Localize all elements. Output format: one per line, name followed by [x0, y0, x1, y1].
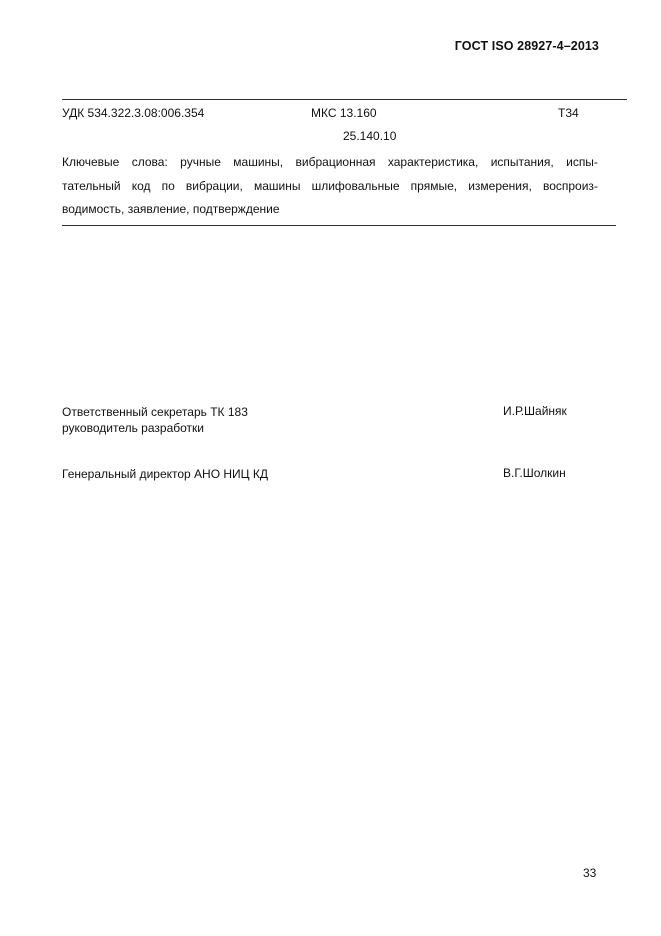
- keyword-word: код: [131, 178, 151, 193]
- signature-role: [62, 404, 248, 436]
- signature-name: В.Г.Шолкин: [503, 466, 566, 480]
- keyword-word: тательный: [62, 178, 121, 193]
- bottom-divider: [62, 225, 616, 226]
- signature-role-line: руководитель разработки: [62, 421, 204, 435]
- keywords-line-1: [62, 151, 598, 175]
- keyword-word: воспроиз-: [542, 178, 598, 193]
- keywords-line-2: [62, 175, 598, 199]
- keyword-word: испытания,: [490, 155, 554, 169]
- udk-code: УДК 534.322.3.08:006.354: [62, 106, 205, 120]
- signature-role: [62, 466, 268, 482]
- document-code: ГОСТ ISO 28927-4–2013: [454, 39, 599, 53]
- page-number: 33: [583, 866, 597, 880]
- mks-code-secondary: 25.140.10: [343, 129, 397, 143]
- signature-role-line: Ответственный секретарь ТК 183: [62, 405, 248, 419]
- top-divider: [62, 99, 627, 100]
- okp-code: Т34: [558, 106, 579, 120]
- mks-code: МКС 13.160: [311, 106, 377, 120]
- keyword-word: вибрации,: [185, 178, 243, 193]
- keyword-word: машины: [253, 178, 301, 193]
- signature-role-line: Генеральный директор АНО НИЦ КД: [62, 467, 268, 481]
- keyword-word: Ключевые: [62, 155, 120, 169]
- keyword-word: испы-: [566, 155, 598, 169]
- keyword-word: машины,: [233, 155, 284, 169]
- keywords-block: [62, 151, 598, 222]
- keyword-word: измерения,: [468, 178, 532, 193]
- keyword-word: слова:: [131, 155, 168, 169]
- keyword-word: прямые,: [410, 178, 458, 193]
- keyword-word: характеристика,: [387, 155, 479, 169]
- keyword-word: вибрационная: [295, 155, 376, 169]
- keyword-word: ручные: [180, 155, 221, 169]
- keyword-word: по: [161, 178, 175, 193]
- keywords-line-3: [62, 198, 598, 222]
- keyword-text: водимость, заявление, подтверждение: [62, 202, 280, 216]
- signature-name: И.Р.Шайняк: [503, 404, 567, 418]
- keyword-word: шлифовальные: [311, 178, 400, 193]
